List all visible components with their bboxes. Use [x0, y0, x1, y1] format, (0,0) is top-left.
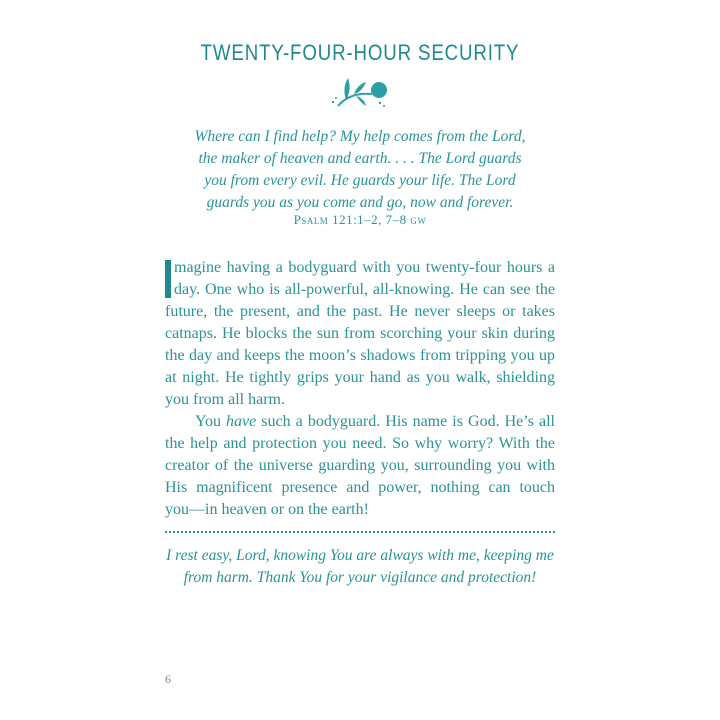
scripture-quote	[160, 126, 560, 214]
body-line: creator of the universe guarding you, surrounding you with	[165, 457, 555, 474]
dotted-divider	[165, 531, 555, 533]
body-line: magine having a bodyguard with you twenty-four hours a	[174, 259, 555, 276]
body-line: catnaps. He blocks the sun from scorching your skin during	[165, 325, 555, 342]
body-line: at night. He tightly grips your hand as you walk, shielding	[165, 369, 555, 386]
body-text-run: such a bodyguard. His name is God. He’s all	[256, 413, 556, 430]
page-title: TWENTY-FOUR-HOUR SECURITY	[200, 40, 520, 65]
body-line: day. One who is all-powerful, all-knowing. He can see the	[174, 281, 555, 298]
prayer	[160, 545, 560, 589]
page-number: 6	[165, 672, 171, 686]
body-line	[165, 411, 555, 433]
scripture-line: the maker of heaven and earth. . . . The Lord guards	[198, 150, 522, 167]
body-text	[165, 257, 555, 521]
scripture-citation: Psalm 121:1–2, 7–8 gw	[293, 212, 427, 227]
rose-branch-icon	[328, 74, 392, 110]
body-line: His magnificent presence and power, nothing can touch	[165, 479, 555, 496]
body-text-run: You	[195, 413, 227, 430]
prayer-line: I rest easy, Lord, knowing You are always with me, keeping me	[166, 547, 554, 564]
drop-cap-i	[165, 260, 171, 298]
body-line: you—in heaven or on the earth!	[165, 501, 369, 518]
body-line: the day and keeps the moon’s shadows from tripping you up	[165, 347, 555, 364]
body-line: future, the present, and the past. He never sleeps or takes	[165, 303, 555, 320]
prayer-line: from harm. Thank You for your vigilance and protection!	[183, 569, 537, 586]
scripture-line: you from every evil. He guards your life. The Lord	[204, 172, 516, 189]
scripture-line: Where can I find help? My help comes from the Lord,	[194, 128, 526, 145]
body-line: the help and protection you need. So why worry? With the	[165, 435, 555, 452]
emphasis: have	[226, 413, 257, 430]
body-line: you from all harm.	[165, 391, 285, 408]
scripture-line: guards you as you come and go, now and forever.	[206, 194, 514, 211]
